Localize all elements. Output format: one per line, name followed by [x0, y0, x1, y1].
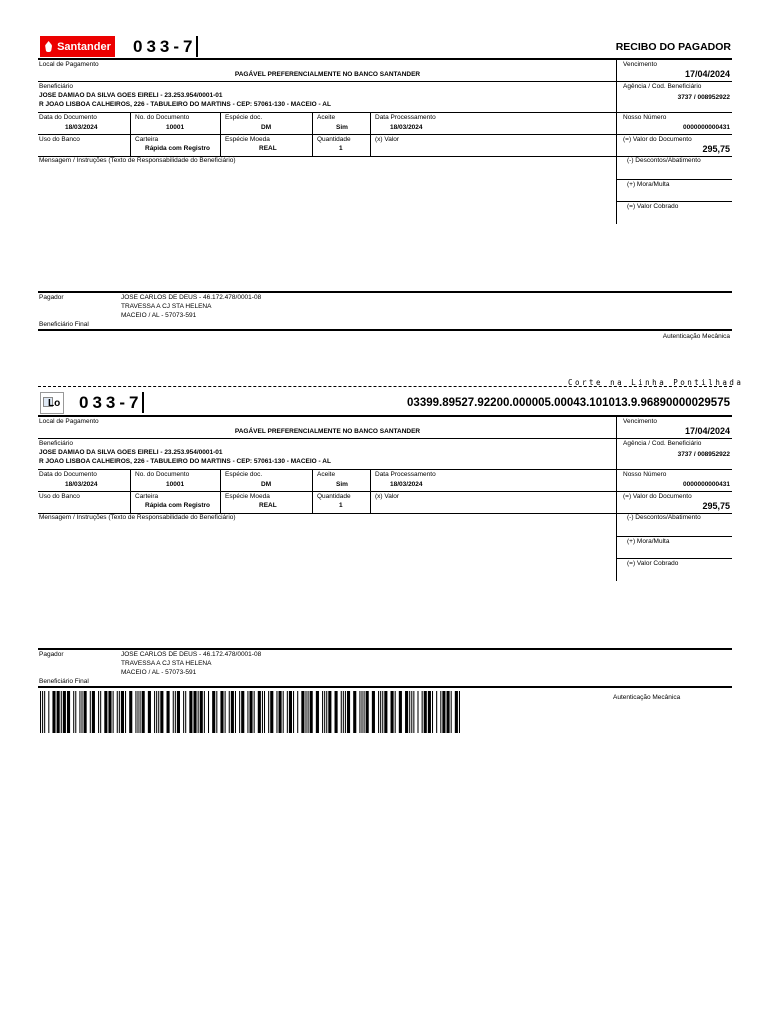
barcode-bar: [121, 691, 124, 733]
barcode-bar: [305, 691, 306, 733]
beneficiario-final-label: Beneficiário Final: [39, 678, 89, 685]
aceite-value: Sim: [336, 124, 348, 131]
barcode-bar: [160, 691, 163, 733]
autenticacao-label: Autenticação Mecânica: [662, 333, 730, 340]
barcode-bar: [391, 691, 394, 733]
nosso-numero-label: Nosso Número: [623, 471, 667, 478]
pagador-bottom-rule: [38, 329, 732, 331]
bank-code: 033-7: [133, 37, 197, 56]
row-rule: [616, 558, 732, 559]
logo-text: Santander: [57, 40, 111, 53]
barcode-bar: [395, 691, 396, 733]
especie-doc-label: Espécie doc.: [225, 471, 263, 478]
barcode-bar: [229, 691, 230, 733]
digitable-line: 03399.89527.92200.000005.00043.101013.9.96890000029575: [407, 397, 730, 409]
barcode-bar: [198, 691, 199, 733]
barcode-bar: [335, 691, 338, 733]
data-processamento-label: Data Processamento: [375, 114, 436, 121]
no-documento-label: No. do Documento: [135, 114, 190, 121]
barcode-bar: [279, 691, 282, 733]
nosso-numero-value: 0000000000431: [683, 124, 730, 131]
barcode-bar: [239, 691, 240, 733]
barcode-bar: [378, 691, 379, 733]
barcode-bar: [185, 691, 186, 733]
barcode-bar: [156, 691, 157, 733]
mensagem-label: Mensagem / Instruções (Texto de Responsabilidade do Beneficiário): [39, 514, 236, 521]
vencimento-value: 17/04/2024: [684, 69, 730, 79]
data-documento-value: 18/03/2024: [65, 124, 98, 131]
barcode-bar: [380, 691, 381, 733]
agencia-value: 3737 / 008952922: [677, 94, 730, 101]
pagador-line1: JOSE CARLOS DE DEUS - 46.172.478/0001-08: [121, 294, 262, 301]
vencimento-value: 17/04/2024: [684, 426, 730, 436]
barcode-bar: [241, 691, 244, 733]
barcode-bar: [324, 691, 325, 733]
barcode-bar: [347, 691, 350, 733]
header-divider: [142, 392, 144, 413]
barcode-bar: [235, 691, 236, 733]
header-rule: [38, 58, 732, 60]
especie-doc-label: Espécie doc.: [225, 114, 263, 121]
barcode-bar: [440, 691, 441, 733]
barcode-bar: [301, 691, 304, 733]
barcode-bar: [276, 691, 277, 733]
data-documento-value: 18/03/2024: [65, 481, 98, 488]
especie-moeda-value: REAL: [259, 502, 277, 509]
row-rule: [38, 112, 732, 113]
nosso-numero-value: 0000000000431: [683, 481, 730, 488]
barcode-bar: [231, 691, 234, 733]
nosso-numero-label: Nosso Número: [623, 114, 667, 121]
pagador-line2: TRAVESSA A CJ STA HELENA: [121, 660, 212, 667]
barcode-bar: [212, 691, 215, 733]
barcode-bar: [175, 691, 176, 733]
flame-icon: [44, 41, 53, 52]
barcode-bar: [98, 691, 99, 733]
row-rule: [616, 536, 732, 537]
local-pagamento-value: PAGÁVEL PREFERENCIALMENTE NO BANCO SANTANDER: [234, 71, 421, 78]
barcode-bar: [167, 691, 170, 733]
barcode-bar: [442, 691, 445, 733]
row-rule: [38, 134, 732, 135]
logo-alt-text: Lo: [48, 398, 61, 409]
barcode-bar: [208, 691, 209, 733]
row-rule: [38, 469, 732, 470]
local-pagamento-label: Local de Pagamento: [39, 418, 99, 425]
especie-doc-value: DM: [261, 124, 272, 131]
barcode-bar: [382, 691, 383, 733]
barcode-bar: [432, 691, 433, 733]
valor-documento-value: 295,75: [702, 501, 730, 511]
barcode-bar: [249, 691, 252, 733]
barcode-bar: [308, 691, 309, 733]
mora-label: (+) Mora/Multa: [627, 538, 670, 545]
barcode-bar: [225, 691, 226, 733]
barcode-bar: [75, 691, 76, 733]
barcode-bar: [459, 691, 460, 733]
barcode-bar: [326, 691, 327, 733]
barcode-bar: [137, 691, 138, 733]
barcode-bar: [125, 691, 126, 733]
agencia-label: Agência / Cod. Beneficiário: [623, 83, 702, 90]
pagador-rule: [38, 291, 732, 293]
valor-cobrado-label: (=) Valor Cobrado: [627, 560, 679, 567]
beneficiario-name: JOSE DAMIAO DA SILVA GOES EIRELI - 23.253.954/0001-01: [39, 449, 223, 456]
santander-logo: [40, 36, 115, 57]
right-column-line: [616, 59, 617, 224]
barcode-bar: [142, 691, 145, 733]
no-documento-value: 10001: [166, 481, 185, 488]
barcode-bar: [359, 691, 360, 733]
vencimento-label: Vencimento: [623, 418, 657, 425]
barcode-bar: [411, 691, 412, 733]
row-rule: [38, 438, 732, 439]
barcode-bar: [262, 691, 263, 733]
barcode-bar: [154, 691, 155, 733]
barcode-bar: [67, 691, 70, 733]
barcode-bar: [447, 691, 450, 733]
aceite-label: Aceite: [317, 471, 336, 478]
barcode-bar: [399, 691, 402, 733]
especie-moeda-label: Espécie Moeda: [225, 493, 270, 500]
beneficiario-address: R JOAO LISBOA CALHEIROS, 226 - TABULEIRO DO MARTINS - CEP: 57061-130 - MACEIO - AL: [39, 458, 331, 465]
carteira-label: Carteira: [135, 493, 159, 500]
especie-moeda-label: Espécie Moeda: [225, 136, 270, 143]
carteira-label: Carteira: [135, 136, 159, 143]
barcode-bar: [254, 691, 255, 733]
cut-line-text: Corte na Linha Pontilhada: [568, 378, 744, 387]
barcode-bar: [287, 691, 288, 733]
barcode-bar: [316, 691, 319, 733]
barcode-bar: [422, 691, 423, 733]
row-rule: [38, 81, 732, 82]
barcode: [40, 691, 460, 733]
barcode-bar: [216, 691, 217, 733]
barcode-bar: [158, 691, 159, 733]
barcode-bar: [384, 691, 387, 733]
no-documento-value: 10001: [166, 124, 185, 131]
quantidade-label: Quantidade: [317, 136, 351, 143]
barcode-bar: [366, 691, 369, 733]
barcode-bar: [424, 691, 427, 733]
descontos-label: (-) Descontos/Abatimento: [627, 514, 701, 521]
data-processamento-value: 18/03/2024: [390, 481, 423, 488]
barcode-bar: [189, 691, 192, 733]
barcode-bar: [455, 691, 458, 733]
pagador-label: Pagador: [39, 651, 64, 658]
header-rule: [38, 415, 732, 417]
pagador-line2: TRAVESSA A CJ STA HELENA: [121, 303, 212, 310]
pagador-line3: MACEIO / AL - 57073-591: [121, 312, 197, 319]
barcode-bar: [104, 691, 107, 733]
beneficiario-address: R JOAO LISBOA CALHEIROS, 226 - TABULEIRO DO MARTINS - CEP: 57061-130 - MACEIO - AL: [39, 101, 331, 108]
barcode-bar: [44, 691, 45, 733]
data-documento-label: Data do Documento: [39, 471, 97, 478]
uso-banco-label: Uso do Banco: [39, 136, 80, 143]
barcode-bar: [52, 691, 55, 733]
barcode-bar: [57, 691, 60, 733]
uso-banco-label: Uso do Banco: [39, 493, 80, 500]
row-rule: [616, 179, 732, 180]
barcode-bar: [341, 691, 342, 733]
barcode-bar: [117, 691, 118, 733]
barcode-bar: [108, 691, 111, 733]
aceite-value: Sim: [336, 481, 348, 488]
beneficiario-name: JOSE DAMIAO DA SILVA GOES EIRELI - 23.253.954/0001-01: [39, 92, 223, 99]
valor-documento-value: 295,75: [702, 144, 730, 154]
descontos-label: (-) Descontos/Abatimento: [627, 157, 701, 164]
barcode-bar: [413, 691, 414, 733]
barcode-bar: [322, 691, 323, 733]
receipt-title: RECIBO DO PAGADOR: [615, 41, 731, 53]
barcode-bar: [135, 691, 136, 733]
barcode-bar: [177, 691, 180, 733]
barcode-bar: [417, 691, 418, 733]
barcode-bar: [328, 691, 331, 733]
barcode-bar: [90, 691, 91, 733]
bank-code: 033-7: [79, 393, 143, 412]
right-column-line: [616, 416, 617, 581]
x-valor-label: (x) Valor: [375, 493, 400, 500]
barcode-bar: [200, 691, 203, 733]
barcode-bar: [220, 691, 223, 733]
barcode-bar: [289, 691, 292, 733]
barcode-bar: [264, 691, 265, 733]
barcode-bar: [405, 691, 408, 733]
barcode-bar: [436, 691, 437, 733]
barcode-bar: [345, 691, 346, 733]
barcode-bar: [428, 691, 431, 733]
aceite-label: Aceite: [317, 114, 336, 121]
vencimento-label: Vencimento: [623, 61, 657, 68]
data-processamento-value: 18/03/2024: [390, 124, 423, 131]
barcode-bar: [258, 691, 261, 733]
carteira-value: Rápida com Registro: [145, 502, 211, 509]
barcode-bar: [173, 691, 174, 733]
barcode-bar: [310, 691, 313, 733]
barcode-bar: [283, 691, 284, 733]
x-valor-label: (x) Valor: [375, 136, 400, 143]
barcode-bar: [79, 691, 80, 733]
pagador-bottom-rule: [38, 686, 732, 688]
especie-doc-value: DM: [261, 481, 272, 488]
no-documento-label: No. do Documento: [135, 471, 190, 478]
pagador-line1: JOSE CARLOS DE DEUS - 46.172.478/0001-08: [121, 651, 262, 658]
barcode-bar: [119, 691, 120, 733]
barcode-bar: [73, 691, 74, 733]
barcode-bar: [84, 691, 87, 733]
barcode-bar: [148, 691, 151, 733]
carteira-value: Rápida com Registro: [145, 145, 211, 152]
barcode-bar: [343, 691, 344, 733]
beneficiario-label: Beneficiário: [39, 83, 73, 90]
barcode-bar: [92, 691, 95, 733]
barcode-bar: [353, 691, 356, 733]
barcode-bar: [409, 691, 410, 733]
quantidade-value: 1: [339, 145, 343, 152]
barcode-bar: [451, 691, 452, 733]
valor-documento-label: (=) Valor do Documento: [623, 136, 692, 143]
barcode-bar: [81, 691, 82, 733]
mensagem-label: Mensagem / Instruções (Texto de Responsabilidade do Beneficiário): [39, 157, 236, 164]
barcode-bar: [100, 691, 101, 733]
cut-line: [38, 386, 732, 387]
barcode-bar: [48, 691, 49, 733]
barcode-bar: [40, 691, 41, 733]
pagador-label: Pagador: [39, 294, 64, 301]
barcode-bar: [63, 691, 66, 733]
barcode-bar: [129, 691, 132, 733]
barcode-bar: [193, 691, 196, 733]
barcode-bar: [270, 691, 273, 733]
row-rule: [38, 491, 732, 492]
quantidade-value: 1: [339, 502, 343, 509]
barcode-bar: [297, 691, 298, 733]
barcode-bar: [113, 691, 114, 733]
data-processamento-label: Data Processamento: [375, 471, 436, 478]
pagador-line3: MACEIO / AL - 57073-591: [121, 669, 197, 676]
barcode-bar: [247, 691, 248, 733]
agencia-label: Agência / Cod. Beneficiário: [623, 440, 702, 447]
barcode-bar: [183, 691, 184, 733]
barcode-bar: [293, 691, 294, 733]
barcode-bar: [204, 691, 205, 733]
beneficiario-final-label: Beneficiário Final: [39, 321, 89, 328]
local-pagamento-value: PAGÁVEL PREFERENCIALMENTE NO BANCO SANTANDER: [234, 428, 421, 435]
data-documento-label: Data do Documento: [39, 114, 97, 121]
barcode-bar: [364, 691, 365, 733]
quantidade-label: Quantidade: [317, 493, 351, 500]
mora-label: (+) Mora/Multa: [627, 181, 670, 188]
barcode-bar: [42, 691, 43, 733]
beneficiario-label: Beneficiário: [39, 440, 73, 447]
pagador-rule: [38, 648, 732, 650]
barcode-bar: [361, 691, 362, 733]
local-pagamento-label: Local de Pagamento: [39, 61, 99, 68]
valor-cobrado-label: (=) Valor Cobrado: [627, 203, 679, 210]
especie-moeda-value: REAL: [259, 145, 277, 152]
barcode-bar: [268, 691, 269, 733]
agencia-value: 3737 / 008952922: [677, 451, 730, 458]
autenticacao-label: Autenticação Mecânica: [613, 694, 681, 701]
valor-documento-label: (=) Valor do Documento: [623, 493, 692, 500]
header-divider: [196, 36, 198, 57]
barcode-bar: [140, 691, 141, 733]
barcode-bar: [372, 691, 375, 733]
barcode-bar: [61, 691, 62, 733]
row-rule: [616, 201, 732, 202]
